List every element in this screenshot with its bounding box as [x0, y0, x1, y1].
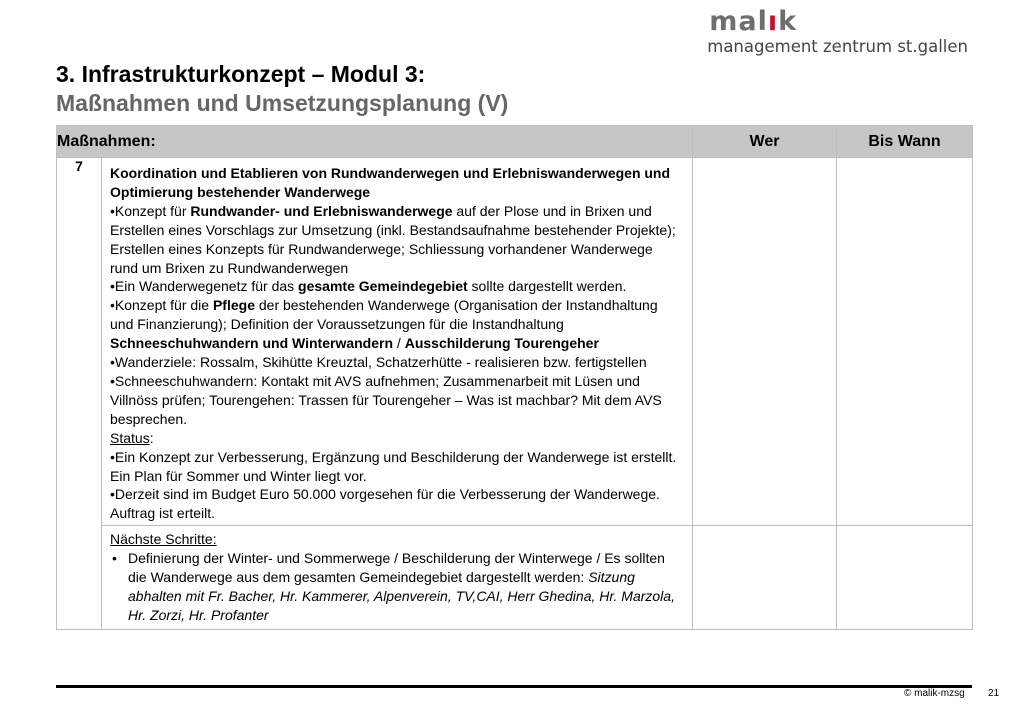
table-header-row	[57, 126, 973, 158]
block2-bullet-1: •Wanderziele: Rossalm, Skihütte Kreuztal, Schatzerhütte - realisieren bzw. fertigstellen	[110, 354, 647, 371]
page-title: 3. Infrastrukturkonzept – Modul 3:	[56, 61, 426, 87]
row-number: 7	[57, 158, 102, 630]
page-subtitle: Maßnahmen und Umsetzungsplanung (V)	[56, 90, 509, 116]
status-bullet-2: •Derzeit sind im Budget Euro 50.000 vorgesehen für die Verbesserung der Wanderwege. Auftrag ist erteilt.	[110, 486, 660, 522]
logo-wordmark: malık	[709, 6, 798, 37]
footer-copyright: © malik-mzsg	[904, 688, 965, 699]
header-wer: Wer	[693, 126, 837, 158]
measures-table	[56, 125, 973, 630]
block1-heading: Koordination und Etablieren von Rundwanderwegen und Erlebniswanderwegen und Optimierung bestehender Wanderwege	[110, 165, 671, 200]
malik-logo	[707, 6, 968, 56]
table-row	[57, 158, 973, 526]
measure-description-cell	[102, 158, 693, 526]
block1-bullet-3: •Konzept für die Pflege der bestehenden Wanderwege (Organisation der Instandhaltung und Finanzierung); Definition der Voraussetzungen für die Instandhaltung	[110, 297, 658, 333]
wer-cell	[693, 158, 837, 526]
page-number: 21	[988, 688, 1000, 699]
next-steps-item: • Definierung der Winter- und Sommerwege / Beschilderung der Winterwege / Es sollten die Wanderwege aus dem gesamten Gemeindegebiet dargestellt werden: Sitzung abhalten mit Fr. Bacher, Hr. Kammerer, Alpenverein, TV,CAI, Herr Ghedina, Hr. Marzola, Hr. Zorzi, Hr. Profanter	[128, 549, 684, 625]
next-steps-label: Nächste Schritte:	[110, 531, 217, 548]
block1-bullet-1: •Konzept für Rundwander- und Erlebniswanderwege auf der Plose und in Brixen und Erstellen eines Vorschlags zur Umsetzung (inkl. Bestandsaufnahme bestehender Projekte); Erstellen eines Konzepts für Rundwanderwege; Schliessung vorhandener Wanderwege rund um Brixen zu Rundwanderwegen	[110, 202, 676, 276]
header-bis-wann: Bis Wann	[837, 126, 973, 158]
table-row	[57, 526, 973, 630]
wer-cell	[693, 526, 837, 630]
status-label: Status:	[110, 429, 154, 446]
next-steps-cell	[102, 526, 693, 630]
bottom-divider	[56, 685, 972, 688]
block2-bullet-2: •Schneeschuhwandern: Kontakt mit AVS aufnehmen; Zusammenarbeit mit Lüsen und Villnöss prüfen; Tourengehen: Trassen für Tourengeher – Was ist machbar? Mit dem AVS besprechen.	[110, 372, 662, 427]
block2-heading: Schneeschuhwandern und Winterwandern / Ausschilderung Tourengeher	[110, 335, 599, 352]
status-bullet-1: •Ein Konzept zur Verbesserung, Ergänzung und Beschilderung der Wanderwege ist erstellt. Ein Plan für Sommer und Winter liegt vor.	[110, 448, 677, 484]
bis-wann-cell	[837, 526, 973, 630]
bis-wann-cell	[837, 158, 973, 526]
logo-subtitle: management zentrum st.gallen	[707, 37, 968, 56]
header-massnahmen: Maßnahmen:	[57, 126, 693, 158]
block1-bullet-2: •Ein Wanderwegenetz für das gesamte Gemeindegebiet sollte dargestellt werden.	[110, 278, 627, 295]
